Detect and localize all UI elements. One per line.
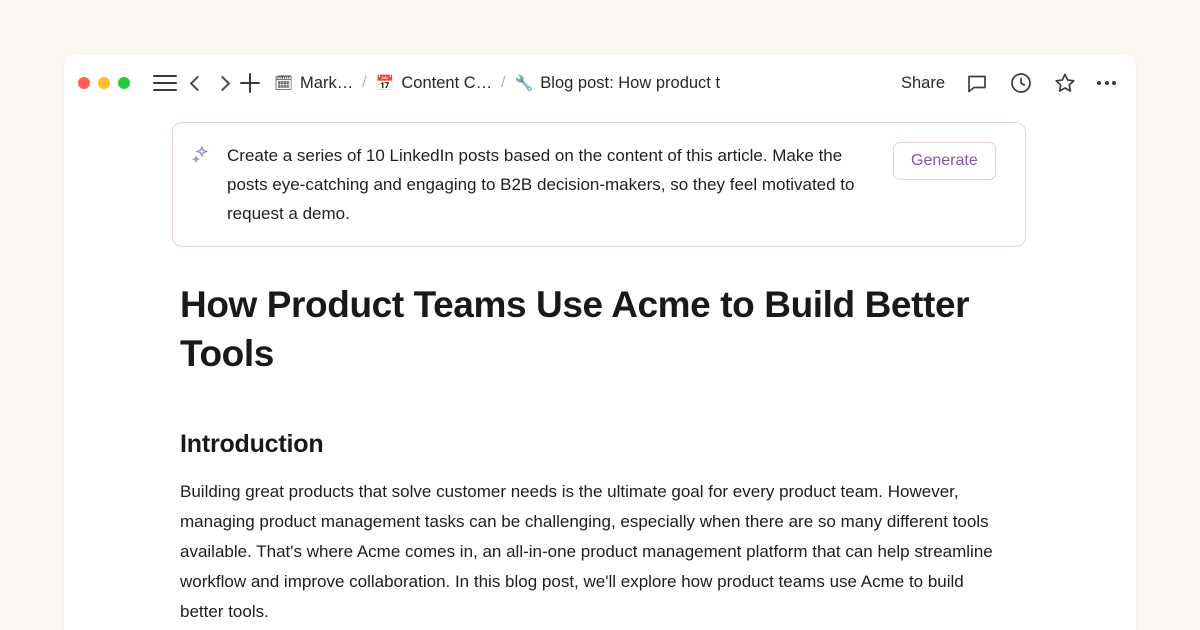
- plus-icon[interactable]: [240, 73, 260, 93]
- titlebar-actions: [901, 71, 1116, 95]
- wrench-emoji-icon: 🔧: [514, 74, 534, 92]
- maximize-window-button[interactable]: [118, 77, 130, 89]
- close-window-button[interactable]: [78, 77, 90, 89]
- calendar-17-emoji-icon: 📅: [375, 74, 395, 92]
- breadcrumb-label: Mark…: [300, 73, 354, 92]
- section-heading-introduction[interactable]: Introduction: [180, 430, 324, 458]
- breadcrumb: [274, 74, 885, 93]
- window-controls: [78, 77, 130, 89]
- forward-arrow-icon[interactable]: [217, 78, 228, 89]
- page-title[interactable]: How Product Teams Use Acme to Build Better Tools: [180, 284, 970, 374]
- document-body: [180, 280, 1020, 627]
- back-arrow-icon[interactable]: [192, 78, 203, 89]
- sparkle-icon: [191, 141, 213, 169]
- navigation-arrows: [192, 78, 228, 89]
- breadcrumb-separator: /: [501, 74, 506, 91]
- comment-icon[interactable]: [965, 71, 989, 95]
- breadcrumb-item-document[interactable]: [515, 74, 720, 93]
- window-titlebar: [64, 55, 1136, 111]
- star-icon[interactable]: [1053, 71, 1077, 95]
- breadcrumb-item-folder[interactable]: [376, 74, 492, 93]
- app-window: [64, 55, 1136, 630]
- breadcrumb-item-workspace[interactable]: [274, 74, 353, 93]
- hamburger-icon[interactable]: [152, 70, 178, 96]
- clock-icon[interactable]: [1009, 71, 1033, 95]
- calendar-emoji-icon: 🗓: [274, 74, 294, 92]
- breadcrumb-separator: /: [362, 74, 367, 91]
- minimize-window-button[interactable]: [98, 77, 110, 89]
- section-paragraph-introduction[interactable]: Building great products that solve customer needs is the ultimate goal for every product team. However, managing product management tasks can be challenging, especially when there are so many different tools available. That's where Acme comes in, an all-in-one product management platform that can help streamline workflow and improve collaboration. In this blog post, we'll explore how product teams use Acme to build better tools.: [180, 482, 993, 621]
- generate-button[interactable]: Generate: [893, 142, 996, 180]
- ai-prompt-card[interactable]: [172, 122, 1026, 247]
- more-options-icon[interactable]: [1097, 81, 1116, 85]
- ai-prompt-text: Create a series of 10 LinkedIn posts based on the content of this article. Make the posts eye-catching and engaging to B2B decision-makers, so they feel motivated to request a demo.: [227, 146, 855, 223]
- share-button[interactable]: Share: [900, 73, 945, 92]
- breadcrumb-label: Content C…: [401, 73, 493, 92]
- breadcrumb-label: Blog post: How product t: [540, 73, 721, 92]
